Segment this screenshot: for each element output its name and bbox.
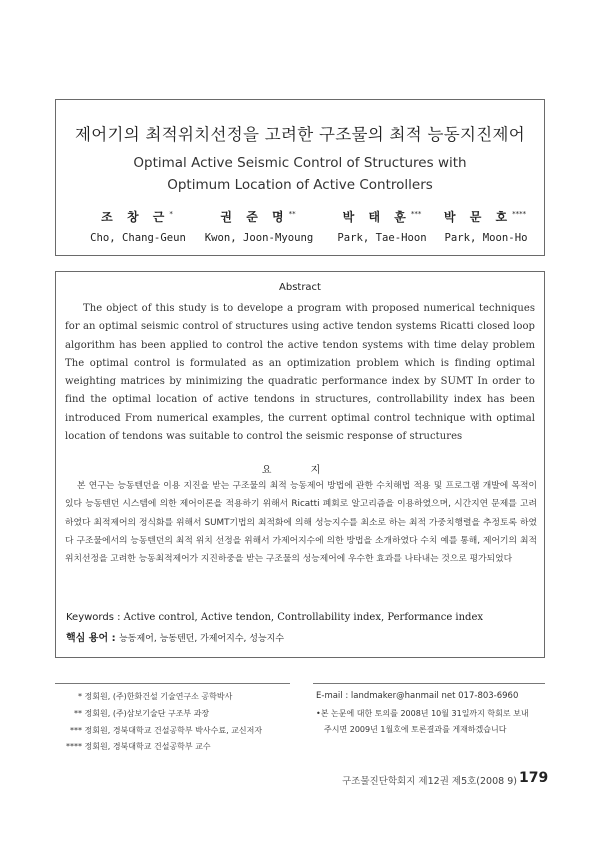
- discussion-notice-line2: 주시면 2009년 1월호에 토론결과를 게재하겠습니다: [324, 725, 507, 734]
- author-4-korean: 박 문 호****: [443, 210, 527, 224]
- page-number: 179: [519, 770, 549, 786]
- author-1-korean: 조 창 근*: [101, 210, 173, 224]
- keywords-korean-label: 핵심 용어 :: [66, 633, 116, 644]
- affiliation-1: * 정회원, (주)한화건설 기술연구소 공학박사: [78, 692, 233, 701]
- author-3-korean: 박 태 훈***: [342, 210, 422, 224]
- abstract-body: The object of this study is to develope a program with proposed numerical techniques for an optimal seismic control of structures using active tendon systems Ricatti closed loop algorithm has been applied to control the active tendon systems with time delay problem The optimal control is formulated as an optimization problem which is finding optimal weighting matrices by minimizing the quadratic performance index by SUMT In order to find the optimal location of active tendons in structures, controllability index has been introduced From numerical examples, the current optimal control technique with optimal location of tendons was suitable to control the seismic response of structures: [65, 303, 535, 443]
- keywords-korean-value: 능동제어, 능동텐던, 가제어지수, 성능지수: [119, 634, 285, 644]
- author-2-english: Kwon, Joon-Myoung: [204, 232, 314, 244]
- paper-title-korean: 제어기의 최적위치선정을 고려한 구조물의 최적 능동지진제어: [75, 125, 525, 144]
- affiliation-4: **** 정회원, 경북대학교 건설공학부 교수: [66, 742, 211, 751]
- korean-abstract-heading: 요 지: [261, 465, 339, 476]
- affiliation-2: ** 정회원, (주)삼보기술단 구조부 과장: [74, 709, 210, 718]
- author-3-english: Park, Tae-Hoon: [337, 232, 427, 244]
- korean-abstract-body: 본 연구는 능동텐던을 이용 지진을 받는 구조물의 최적 능동제어 방법에 관한 수치해법 적용 및 프로그램 개발에 목적이 있다 능동텐던 시스템에 의한 제어이론을 적용하기 위해서 Ricatti 폐회로 알고리즘을 이용하였으며, 시간지연 문제를 고려하였다 최적제어의 정식화를 위해서 SUMT기법의 최적화에 의해 성능지수를 최소로 하는 최적 가중치행렬을 추정토록 하였다 구조물에서의 능동텐던의 최적 위치 선정을 위해서 가제어지수에 의한 방법을 소개하였다 수치 예를 통해, 제어기의 최적 위치선정을 고려한 능동최적제어가 지진하중을 받는 구조물의 성능제어에 우수한 효과를 나타내는 것으로 평가되었다: [65, 481, 537, 565]
- contact-email: E-mail : landmaker@hanmail net 017-803-6960: [316, 691, 519, 701]
- author-4-english: Park, Moon-Ho: [444, 232, 528, 244]
- journal-footer: 구조물진단학회지 제12권 제5호(2008 9): [342, 776, 517, 787]
- author-1-english: Cho, Chang-Geun: [90, 232, 186, 244]
- affiliation-3: *** 정회원, 경북대학교 건설공학부 박사수료, 교신저자: [70, 726, 263, 735]
- footnote-rule-right: [313, 683, 545, 684]
- keywords-label: Keywords :: [66, 612, 121, 623]
- keywords-korean: [66, 629, 284, 644]
- keywords-english: [66, 612, 483, 623]
- paper-title-english-line2: Optimum Location of Active Controllers: [167, 177, 433, 193]
- paper-title-english-line1: Optimal Active Seismic Control of Structures with: [133, 155, 467, 171]
- keywords-value: Active control, Active tendon, Controllability index, Performance index: [123, 612, 484, 623]
- abstract-heading: Abstract: [279, 282, 321, 293]
- footnote-rule-left: [55, 683, 290, 684]
- discussion-notice-line1: •본 논문에 대한 토의를 2008년 10월 31일까지 학회로 보내: [316, 709, 529, 718]
- author-2-korean: 권 준 명**: [220, 210, 296, 224]
